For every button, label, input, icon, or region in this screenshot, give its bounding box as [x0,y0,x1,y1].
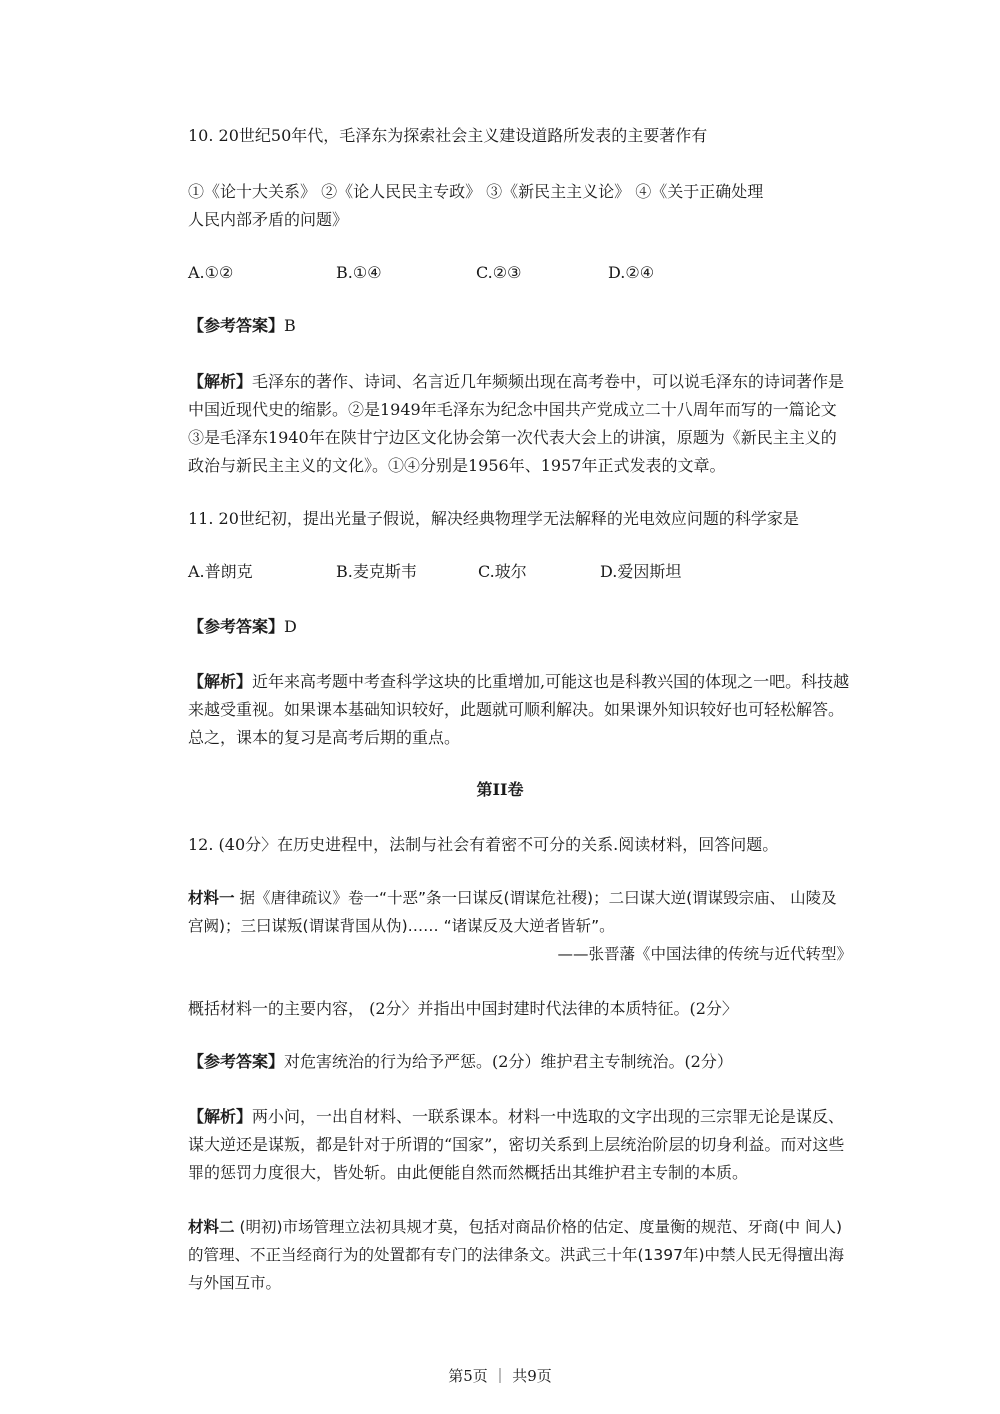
q11-answer [188,613,852,641]
q12-material1-label: 材料一 [188,889,235,907]
q10-choices [188,259,852,287]
q11-choice-c: C.玻尔 [478,562,527,581]
q11-choice-b: B.麦克斯韦 [336,562,417,581]
q10-items-line2: 人民内部矛盾的问题》 [188,210,349,229]
q11-choice-d: D.爱因斯坦 [600,562,682,581]
q11-answer-value: D [284,617,297,636]
q11-analysis-label: 【解析】 [188,672,253,691]
q12-stem: 12. (40分〉在历史进程中，法制与社会有着密不可分的关系.阅读材料，回答问题。 [188,835,779,854]
q11-stem: 11. 20世纪初，提出光量子假说，解决经典物理学无法解释的光电效应问题的科学家是 [188,509,799,528]
q12-material2 [188,1213,852,1297]
q10-answer [188,312,852,340]
q11-answer-label: 【参考答案】 [188,617,285,636]
q10-choice-a: A.①② [188,263,234,282]
q10-items-line1: ①《论十大关系》 ②《论人民民主专政》 ③《新民主主义论》 ④《关于正确处理 [188,182,764,201]
q10-stem: 10. 20世纪50年代，毛泽东为探索社会主义建设道路所发表的主要著作有 [188,126,708,145]
q12-analysis [188,1103,852,1187]
q10-analysis-text: 毛泽东的著作、诗词、名言近几年频频出现在高考卷中，可以说毛泽东的诗词著作是中国近现代史的缩影。②是1949年毛泽东为纪念中国共产党成立二十八周年而写的一篇论文③是毛泽东1940年在陕甘宁边区文化协会第一次代表大会上的讲演，原题为《新民主主义的政治与新民主主义的文化》。①④分别是1956年、1957年正式发表的文章。 [188,372,845,475]
q12-material2-text: (明初)市场管理立法初具规才莫，包括对商品价格的估定、度量衡的规范、牙商(中 间人)的管理、不正当经商行为的处置都有专门的法律条文。洪武三十年(1397年)中禁人民无得擅出海与外国互市。 [188,1218,845,1292]
q10-choice-c: C.②③ [476,263,522,282]
q10-items [188,178,852,234]
q10-choice-b: B.①④ [336,263,382,282]
q11-analysis [188,668,852,752]
q10-analysis [188,368,852,480]
q12-analysis-text: 两小问，一出自材料、一联系课本。材料一中选取的文字出现的三宗罪无论是谋反、谋大逆还是谋叛，都是针对于所谓的“国家”，密切关系到上层统治阶层的切身利益。而对这些罪的惩罚力度很大，皆处斩。由此便能自然而然概括出其维护君主专制的本质。 [188,1107,845,1182]
q10-analysis-label: 【解析】 [188,372,253,391]
q12-material1 [188,884,852,940]
q12-answer-value: 对危害统治的行为给予严惩。(2分）维护君主专制统治。(2分） [284,1052,733,1071]
q12-answer-label: 【参考答案】 [188,1052,285,1071]
q10-answer-value: B [284,316,296,335]
q12-sub-question: 概括材料一的主要内容， (2分〉并指出中国封建时代法律的本质特征。(2分〉 [188,999,738,1018]
q12-material2-label: 材料二 [188,1218,235,1236]
q12-analysis-label: 【解析】 [188,1107,253,1126]
q12-material1-source: ——张晋藩《中国法律的传统与近代转型》 [557,945,852,963]
q12-answer [188,1048,852,1076]
section-title: 第II卷 [476,780,524,799]
q12-material1-text: 据《唐律疏议》卷一“十恶”条一曰谋反(谓谋危社稷)；二曰谋大逆(谓谋毁宗庙、 山陵及宫阙)；三曰谋叛(谓谋背国从伪)…… “诸谋反及大逆者皆斩”。 [188,889,837,935]
page-footer: 第5页 ｜ 共9页 [448,1367,552,1385]
q11-analysis-text: 近年来高考题中考查科学这块的比重增加,可能这也是科教兴国的体现之一吧。科技越来越受重视。如果课本基础知识较好，此题就可顺利解决。如果课外知识较好也可轻松解答。总之，课本的复习是高考后期的重点。 [188,672,850,747]
q10-choice-d: D.②④ [608,263,655,282]
q11-choice-a: A.普朗克 [188,562,253,581]
q11-choices [188,558,852,586]
q10-answer-label: 【参考答案】 [188,316,285,335]
